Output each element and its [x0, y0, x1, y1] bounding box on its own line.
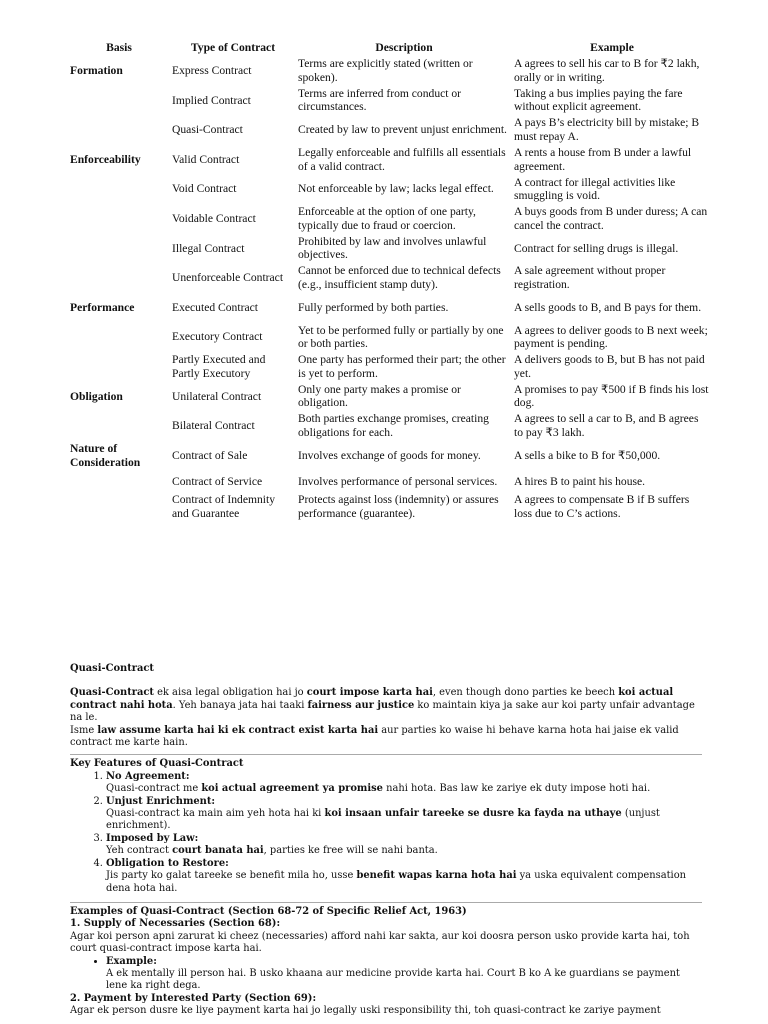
basis-cell: Nature of Consideration	[70, 442, 141, 469]
description-cell: Legally enforceable and fulfills all essentials of a valid contract.	[298, 146, 506, 173]
feature-title: 3. Imposed by Law:	[106, 832, 199, 844]
example-2-body: Agar ek person dusre ke liye payment karta hai jo legally uski responsibility thi, toh quasi-contract ke zariye payment	[70, 1005, 661, 1017]
feature-title: 2. Unjust Enrichment:	[106, 795, 216, 807]
example-cell: A agrees to compensate B if B suffers loss due to C’s actions.	[514, 493, 690, 520]
basis-cell: Performance	[70, 300, 135, 314]
features-list	[70, 771, 702, 895]
table-row	[68, 470, 712, 493]
example-cell: A contract for illegal activities like smuggling is void.	[514, 175, 676, 203]
feature-title: 1. No Agreement:	[106, 770, 190, 782]
description-cell: Cannot be enforced due to technical defects (e.g., insufficient stamp duty).	[298, 264, 501, 291]
table-row	[68, 293, 712, 323]
bold-text: benefit wapas karna hota hai	[356, 870, 517, 882]
type-cell: Valid Contract	[172, 152, 240, 166]
basis-cell	[68, 174, 170, 204]
basis-cell	[68, 86, 170, 116]
feature-body	[106, 808, 702, 833]
examples-heading: Examples of Quasi-Contract (Section 68-72 of Specific Relief Act, 1963)	[70, 905, 467, 917]
description-cell: Created by law to prevent unjust enrichment.	[298, 123, 507, 137]
type-cell: Voidable Contract	[172, 212, 256, 226]
description-cell: Protects against loss (indemnity) or assures performance (guarantee).	[298, 493, 499, 520]
table-row	[68, 411, 712, 441]
feature-item	[106, 771, 702, 796]
list-item	[106, 956, 702, 993]
description-cell: Terms are explicitly stated (written or spoken).	[298, 57, 473, 84]
example-cell: A agrees to deliver goods to B next week; payment is pending.	[514, 323, 708, 351]
basis-cell: Enforceability	[70, 152, 141, 166]
example-1-body: Agar koi person apni zarurat ki cheez (necessaries) afford nahi kar sakta, aur koi doosra person usko provide karta hai, toh court quasi-contract impose karta hai.	[70, 930, 690, 955]
example-cell: A sale agreement without proper registration.	[514, 264, 666, 291]
bold-text: koi actual contract nahi hota	[70, 687, 674, 711]
bold-text: law assume karta hai ki ek contract exist karta hai	[97, 724, 379, 736]
bold-text: Quasi-Contract	[70, 687, 154, 699]
description-cell: Involves performance of personal services.	[298, 475, 498, 489]
text: (unjust enrichment).	[106, 808, 660, 832]
text: nahi hota. Bas law ke zariye ek duty impose hoti hai.	[382, 783, 651, 795]
type-cell: Quasi-Contract	[172, 123, 243, 137]
bold-text: koi actual agreement ya promise	[201, 783, 383, 795]
description-cell: Prohibited by law and involves unlawful objectives.	[298, 234, 487, 262]
example-1-list	[70, 956, 702, 993]
example-body: A ek mentally ill person hai. B usko khaana aur medicine provide karta hai. Court B ko A ke guardians se payment lene ka right dega.	[106, 967, 680, 992]
example-cell: A sells goods to B, and B pays for them.	[514, 300, 702, 314]
basis-cell	[68, 204, 170, 234]
header-example: Example	[590, 41, 634, 55]
type-cell: Express Contract	[172, 64, 252, 78]
example-cell: A promises to pay ₹500 if B finds his lost dog.	[514, 382, 709, 410]
type-cell: Contract of Sale	[172, 448, 248, 462]
example-cell: Taking a bus implies paying the fare without explicit agreement.	[514, 86, 683, 114]
text: . Yeh banaya jata hai taaki	[172, 699, 308, 711]
feature-body	[106, 783, 702, 795]
section-title: Quasi-Contract	[70, 663, 154, 674]
text: aur parties ko waise hi behave karna hota hai jaise ek valid contract me karte hain.	[70, 724, 679, 749]
feature-title: 4. Obligation to Restore:	[106, 857, 229, 869]
table-row	[68, 204, 712, 234]
type-cell: Unenforceable Contract	[172, 271, 284, 285]
basis-cell	[68, 322, 170, 352]
basis-cell	[68, 234, 170, 264]
text: ya uska equivalent compensation dena hota hai.	[106, 870, 687, 894]
table-row	[68, 115, 712, 145]
text: Quasi-contract me	[106, 783, 202, 795]
basis-cell	[68, 263, 170, 293]
feature-item	[106, 796, 702, 833]
table-row	[68, 382, 712, 412]
text: ko maintain kiya ja sake aur koi party unfair advantage na le.	[70, 699, 695, 724]
basis-cell: Obligation	[70, 389, 123, 403]
type-cell: Executory Contract	[172, 330, 263, 344]
text: Jis party ko galat tareeke se benefit mila ho, usse	[106, 870, 357, 882]
header-basis: Basis	[106, 41, 132, 55]
feature-body	[106, 845, 702, 857]
bold-text: fairness aur justice	[307, 699, 415, 711]
description-cell: One party has performed their part; the other is yet to perform.	[298, 353, 506, 380]
basis-cell	[68, 352, 170, 382]
example-cell: A agrees to sell his car to B for ₹2 lakh, orally or in writing.	[514, 57, 700, 84]
example-cell: Contract for selling drugs is illegal.	[514, 241, 679, 255]
description-cell: Both parties exchange promises, creating obligations for each.	[298, 412, 489, 439]
table-row	[68, 174, 712, 204]
table-row	[68, 263, 712, 293]
example-cell: A delivers goods to B, but B has not paid yet.	[514, 353, 705, 380]
type-cell: Unilateral Contract	[172, 389, 262, 403]
type-cell: Illegal Contract	[172, 241, 245, 255]
basis-cell	[68, 470, 170, 493]
basis-cell: Formation	[70, 64, 123, 78]
text: ek aisa legal obligation hai jo	[153, 687, 307, 699]
description-cell: Only one party makes a promise or obligation.	[298, 382, 461, 410]
example-cell: A agrees to sell a car to B, and B agrees to pay ₹3 lakh.	[514, 412, 699, 439]
type-cell: Void Contract	[172, 182, 237, 196]
table-row	[68, 234, 712, 264]
table-header-row	[68, 40, 712, 56]
type-cell: Contract of Indemnity and Guarantee	[172, 493, 276, 520]
type-cell: Contract of Service	[172, 475, 263, 489]
description-cell: Terms are inferred from conduct or circumstances.	[298, 86, 462, 114]
text: , even though dono parties ke beech	[432, 687, 619, 699]
feature-item	[106, 858, 702, 895]
basis-cell	[68, 115, 170, 145]
intro-paragraph-2	[70, 725, 702, 750]
example-cell: A rents a house from B under a lawful agreement.	[514, 146, 692, 173]
table-row	[68, 86, 712, 116]
table-row	[68, 441, 712, 471]
description-cell: Yet to be performed fully or partially by one or both parties.	[298, 323, 504, 351]
example-cell: A buys goods from B under duress; A can cancel the contract.	[514, 205, 708, 232]
divider	[70, 754, 702, 755]
type-cell: Implied Contract	[172, 93, 251, 107]
bold-text: court impose karta hai	[306, 687, 433, 699]
header-description: Description	[375, 41, 433, 55]
text: Yeh contract	[106, 845, 173, 857]
example-label: • Example:	[106, 955, 157, 967]
example-cell: A hires B to paint his house.	[514, 475, 646, 489]
table-row	[68, 322, 712, 352]
example-cell: A sells a bike to B for ₹50,000.	[514, 448, 661, 462]
basis-cell	[68, 411, 170, 441]
basis-cell	[68, 493, 170, 520]
header-type: Type of Contract	[190, 41, 276, 55]
bold-text: court banata hai	[172, 845, 264, 857]
intro-paragraph-1	[70, 687, 702, 724]
text: Quasi-contract ka main aim yeh hota hai ki	[106, 808, 325, 820]
feature-item	[106, 833, 702, 858]
example-cell: A pays B’s electricity bill by mistake; B must repay A.	[514, 116, 700, 143]
description-cell: Fully performed by both parties.	[298, 300, 449, 314]
description-cell: Not enforceable by law; lacks legal effect.	[298, 182, 494, 196]
table-row	[68, 145, 712, 175]
table-row	[68, 352, 712, 382]
description-cell: Enforceable at the option of one party, typically due to fraud or coercion.	[298, 205, 476, 232]
example-1-heading: 1. Supply of Necessaries (Section 68):	[70, 918, 281, 930]
example-2-heading: 2. Payment by Interested Party (Section 69):	[70, 992, 317, 1004]
feature-body	[106, 870, 702, 895]
text: Isme	[70, 724, 98, 736]
type-cell: Executed Contract	[172, 300, 258, 314]
table-row	[68, 56, 712, 86]
contract-types-table	[68, 40, 712, 520]
type-cell: Partly Executed and Partly Executory	[172, 353, 266, 380]
quasi-contract-section	[70, 663, 702, 1018]
divider	[70, 902, 702, 903]
type-cell: Bilateral Contract	[172, 419, 255, 433]
bold-text: koi insaan unfair tareeke se dusre ka fayda na uthaye	[324, 808, 622, 820]
description-cell: Involves exchange of goods for money.	[298, 448, 481, 462]
table-row	[68, 493, 712, 520]
text: , parties ke free will se nahi banta.	[263, 845, 438, 857]
features-heading: Key Features of Quasi-Contract	[70, 758, 244, 770]
